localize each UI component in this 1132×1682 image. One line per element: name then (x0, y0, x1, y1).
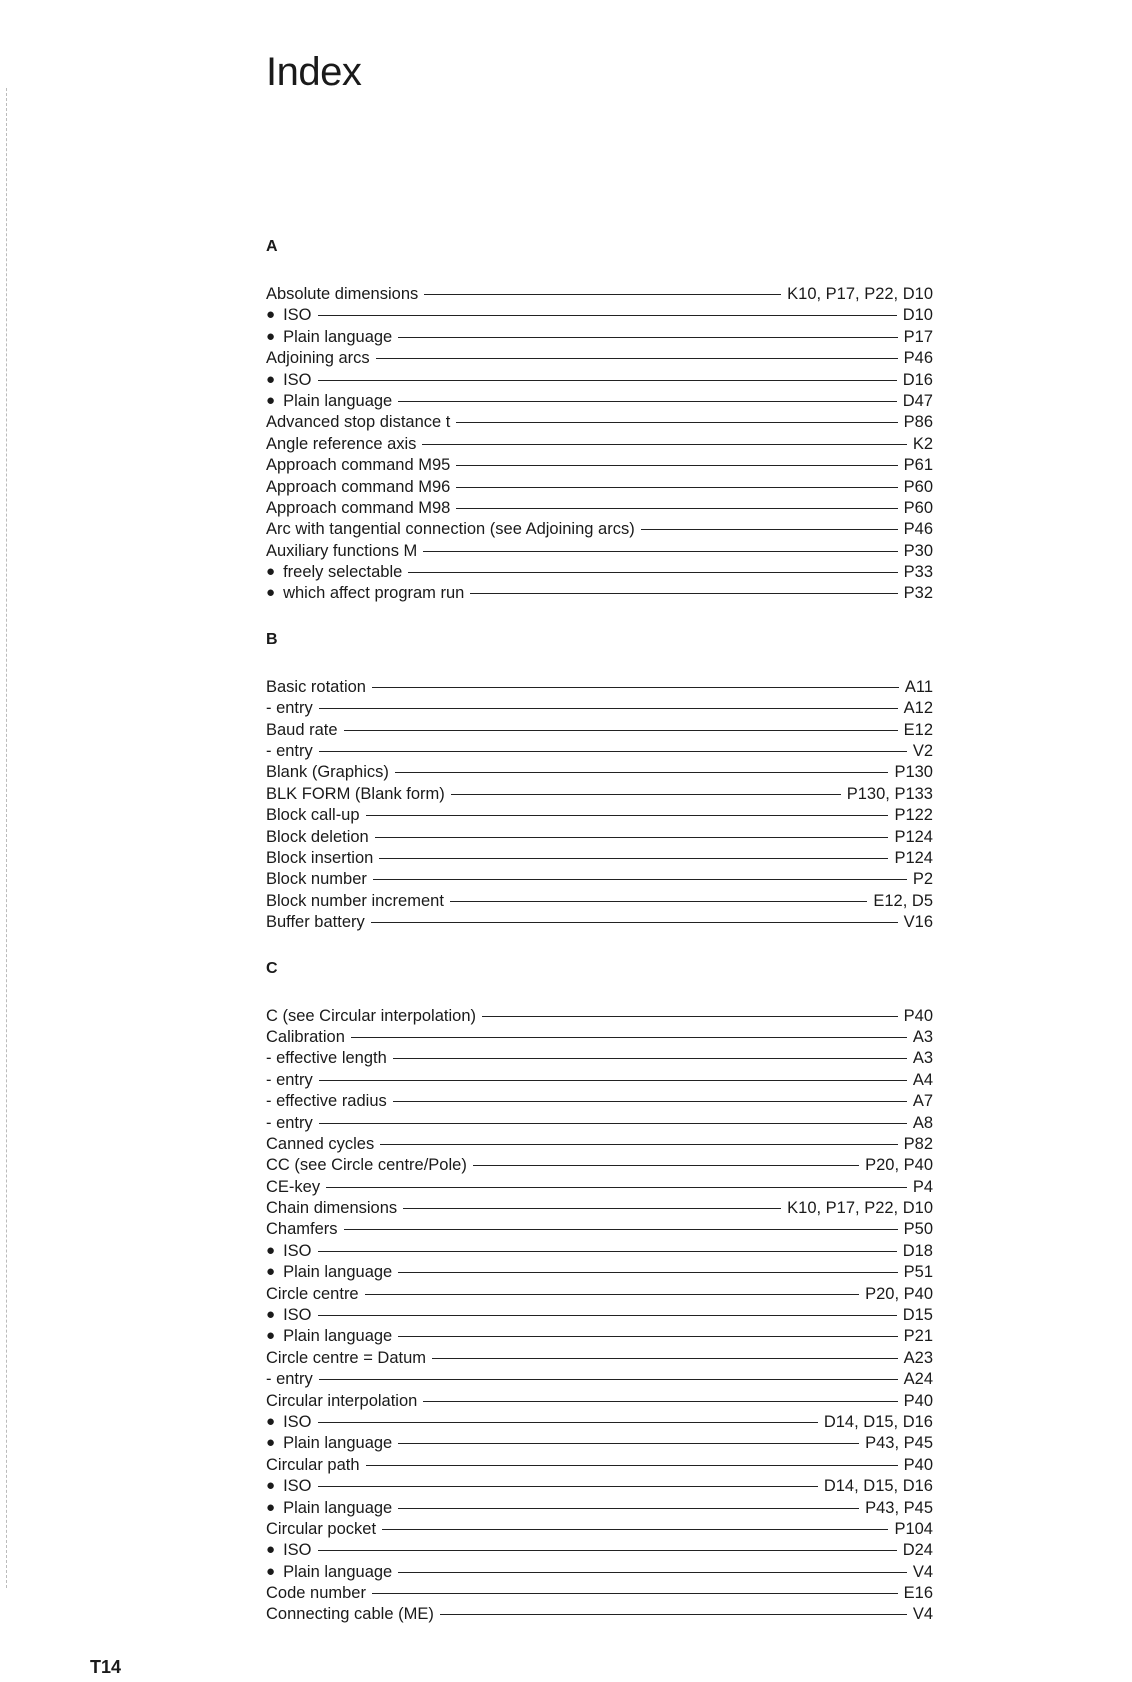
index-entry-pages: P4 (912, 1177, 933, 1196)
index-entry-term: - effective radius (266, 1092, 387, 1111)
leader-line (344, 730, 898, 731)
index-entry-pages: D10 (902, 306, 933, 325)
index-entry-term: Block call-up (266, 806, 360, 825)
index-subentry-term: ● Plain language (266, 1562, 392, 1583)
index-entry (266, 1562, 933, 1583)
index-entry (266, 1604, 933, 1625)
index-entry-pages: A3 (912, 1049, 933, 1068)
leader-line (373, 879, 907, 880)
margin-rule (6, 88, 7, 1588)
leader-line (641, 529, 898, 530)
leader-line (456, 508, 897, 509)
index-entry-term: Block insertion (266, 848, 374, 867)
index-entry-pages: K2 (912, 434, 933, 453)
leader-line (366, 815, 889, 816)
leader-line (432, 1358, 898, 1359)
leader-line (456, 487, 897, 488)
leader-line (393, 1058, 907, 1059)
index-entry-term: Connecting cable (ME) (266, 1605, 434, 1624)
leader-line (319, 751, 907, 752)
index-entry (266, 1241, 933, 1262)
index-body (266, 236, 933, 1650)
index-entry-pages: D14, D15, D16 (823, 1412, 933, 1431)
leader-line (398, 401, 896, 402)
index-entry (266, 1006, 933, 1027)
index-entry-pages: P40 (903, 1455, 933, 1474)
page-number: T14 (90, 1657, 122, 1677)
leader-line (380, 1144, 897, 1145)
index-entry (266, 805, 933, 826)
index-entry-term: Circular pocket (266, 1519, 377, 1538)
leader-line (344, 1229, 898, 1230)
index-entry (266, 477, 933, 498)
index-entry-pages: P46 (903, 520, 933, 539)
leader-line (398, 1443, 859, 1444)
index-entry-pages: P43, P45 (865, 1434, 933, 1453)
index-entry-term: Arc with tangential connection (see Adjoining arcs) (266, 520, 635, 539)
index-entry-term: Buffer battery (266, 913, 365, 932)
index-entry-pages: P20, P40 (865, 1156, 933, 1175)
index-entry (266, 1348, 933, 1369)
index-section-a (266, 236, 933, 605)
leader-line (366, 1465, 898, 1466)
index-entry (266, 912, 933, 933)
index-entry-pages: E16 (903, 1584, 933, 1603)
index-entry-term: Calibration (266, 1027, 345, 1046)
section-letter: A (266, 238, 278, 255)
index-entry-pages: P43, P45 (865, 1498, 933, 1517)
index-entry (266, 869, 933, 890)
index-entry-pages: V16 (903, 913, 933, 932)
index-entry-pages: P130, P133 (846, 784, 933, 803)
index-entry-pages: P122 (894, 806, 933, 825)
index-entry-term: C (see Circular interpolation) (266, 1006, 476, 1025)
index-entry-term: Adjoining arcs (266, 349, 370, 368)
leader-line (319, 1080, 907, 1081)
index-entry-pages: D18 (902, 1241, 933, 1260)
index-entry (266, 583, 933, 604)
index-entry (266, 1476, 933, 1497)
index-entry-pages: D47 (902, 391, 933, 410)
index-entry-pages: A3 (912, 1027, 933, 1046)
index-entry-pages: P124 (894, 827, 933, 846)
index-entry-term: Auxiliary functions M (266, 541, 418, 560)
leader-line (451, 794, 841, 795)
index-entry-pages: P30 (903, 541, 933, 560)
index-subentry-term: ● ISO (266, 1241, 312, 1262)
index-entry (266, 891, 933, 912)
index-entry-term: Circular interpolation (266, 1391, 418, 1410)
index-entry-pages: P60 (903, 498, 933, 517)
index-entry (266, 541, 933, 562)
leader-line (473, 1165, 859, 1166)
index-entry (266, 370, 933, 391)
index-entry-pages: A23 (903, 1348, 933, 1367)
index-entry-pages: P130 (894, 763, 933, 782)
leader-line (482, 1016, 898, 1017)
index-entry-term: - entry (266, 742, 313, 761)
index-entry (266, 1498, 933, 1519)
leader-line (395, 772, 889, 773)
leader-line (326, 1187, 907, 1188)
index-entry-pages: P50 (903, 1220, 933, 1239)
leader-line (382, 1529, 888, 1530)
index-entry (266, 1177, 933, 1198)
index-entry-term: Advanced stop distance t (266, 413, 451, 432)
index-section-b (266, 629, 933, 934)
leader-line (398, 1272, 897, 1273)
section-letter: C (266, 959, 278, 977)
leader-line (319, 1379, 898, 1380)
index-subentry-term: ● freely selectable (266, 562, 402, 583)
index-entry-pages: D14, D15, D16 (823, 1477, 933, 1496)
index-entry (266, 1583, 933, 1604)
leader-line (372, 687, 899, 688)
index-subentry-term: ● ISO (266, 1305, 312, 1326)
index-entry (266, 741, 933, 762)
index-entry-pages: A8 (912, 1113, 933, 1132)
index-entry (266, 762, 933, 783)
index-entry (266, 519, 933, 540)
index-entry (266, 784, 933, 805)
index-entry (266, 677, 933, 698)
index-entry (266, 1391, 933, 1412)
leader-line (365, 1294, 859, 1295)
index-entry-pages: P82 (903, 1134, 933, 1153)
index-entry (266, 284, 933, 305)
index-entry (266, 720, 933, 741)
leader-line (318, 1422, 818, 1423)
leader-line (393, 1101, 907, 1102)
index-subentry-term: ● Plain language (266, 1498, 392, 1519)
index-entry-pages: D15 (902, 1306, 933, 1325)
leader-line (408, 572, 897, 573)
leader-line (398, 1572, 907, 1573)
index-entry-term: Basic rotation (266, 677, 366, 696)
index-entry-pages: P40 (903, 1006, 933, 1025)
index-entry (266, 562, 933, 583)
index-entry-pages: D24 (902, 1541, 933, 1560)
index-subentry-term: ● Plain language (266, 1262, 392, 1283)
index-entry-term: CC (see Circle centre/Pole) (266, 1156, 467, 1175)
index-entry-pages: P20, P40 (865, 1284, 933, 1303)
index-entry-term: Circular path (266, 1455, 360, 1474)
index-entry (266, 1262, 933, 1283)
index-entry-pages: K10, P17, P22, D10 (787, 285, 933, 303)
index-subentry-term: ● Plain language (266, 327, 392, 348)
index-entry-pages: V4 (912, 1605, 933, 1624)
index-entry-term: Canned cycles (266, 1134, 375, 1153)
index-entry (266, 827, 933, 848)
index-entry-term: - entry (266, 1370, 313, 1389)
index-entry (266, 1369, 933, 1390)
index-entry (266, 1219, 933, 1240)
index-entry-term: Chain dimensions (266, 1199, 398, 1218)
index-entry-term: Approach command M95 (266, 456, 451, 475)
index-entry-term: Block number increment (266, 891, 444, 910)
index-entry-pages: A11 (904, 677, 933, 696)
index-entry (266, 1070, 933, 1091)
index-entry (266, 1412, 933, 1433)
leader-line (422, 444, 906, 445)
index-entry-pages: A7 (912, 1092, 933, 1111)
index-entry-pages: P40 (903, 1391, 933, 1410)
leader-line (456, 422, 897, 423)
index-entry (266, 1155, 933, 1176)
page-title: Index (266, 50, 362, 94)
leader-line (440, 1614, 907, 1615)
index-entry-pages: A4 (912, 1070, 933, 1089)
index-entry-pages: A12 (903, 699, 933, 718)
index-entry-pages: P60 (903, 477, 933, 496)
index-entry-pages: P124 (894, 848, 933, 867)
index-entry (266, 848, 933, 869)
leader-line (470, 593, 897, 594)
leader-line (403, 1208, 781, 1209)
index-entry-term: - entry (266, 699, 313, 718)
leader-line (456, 465, 897, 466)
leader-line (398, 1508, 859, 1509)
index-entry (266, 1540, 933, 1561)
index-entry-term: Baud rate (266, 720, 338, 739)
leader-line (318, 380, 897, 381)
index-entry-term: - entry (266, 1113, 313, 1132)
index-entry-pages: K10, P17, P22, D10 (787, 1199, 933, 1218)
index-entry-pages: P33 (903, 563, 933, 582)
index-entry-pages: E12 (903, 720, 933, 739)
index-entry (266, 1433, 933, 1454)
leader-line (379, 858, 888, 859)
index-entry (266, 1091, 933, 1112)
index-entry (266, 1455, 933, 1476)
index-subentry-term: ● Plain language (266, 391, 392, 412)
leader-line (450, 901, 867, 902)
index-entry (266, 1027, 933, 1048)
index-subentry-term: ● ISO (266, 1412, 312, 1433)
leader-line (318, 1315, 897, 1316)
index-entry-pages: P61 (903, 456, 933, 475)
index-entry (266, 1284, 933, 1305)
index-entry-term: CE-key (266, 1177, 321, 1196)
index-entry-pages: P51 (903, 1263, 933, 1282)
index-entry (266, 1198, 933, 1219)
index-entry (266, 498, 933, 519)
index-entry-term: Chamfers (266, 1220, 338, 1239)
section-letter: B (266, 630, 278, 648)
index-entry-term: Code number (266, 1584, 366, 1603)
index-subentry-term: ● Plain language (266, 1326, 392, 1347)
leader-line (423, 1401, 897, 1402)
index-entry-term: Blank (Graphics) (266, 763, 389, 782)
index-entry-pages: P2 (912, 870, 933, 889)
index-entry-term: Block deletion (266, 827, 369, 846)
index-entry (266, 412, 933, 433)
index-subentry-term: ● ISO (266, 370, 312, 391)
index-entry (266, 455, 933, 476)
index-entry-pages: P46 (903, 349, 933, 368)
leader-line (423, 551, 897, 552)
index-entry-term: Block number (266, 870, 367, 889)
leader-line (398, 337, 897, 338)
index-entry-term: Circle centre = Datum (266, 1348, 427, 1367)
index-entry (266, 1113, 933, 1134)
leader-line (375, 837, 889, 838)
index-entry (266, 1048, 933, 1069)
index-entry-term: Angle reference axis (266, 434, 417, 453)
index-entry (266, 305, 933, 326)
index-subentry-term: ● ISO (266, 305, 312, 326)
index-entry (266, 1305, 933, 1326)
leader-line (351, 1037, 907, 1038)
index-entry (266, 391, 933, 412)
index-subentry-term: ● ISO (266, 1540, 312, 1561)
index-section-c (266, 958, 933, 1626)
leader-line (376, 358, 898, 359)
index-entry-pages: P17 (903, 327, 933, 346)
index-entry-term: - effective length (266, 1049, 387, 1068)
index-entry-pages: A24 (903, 1370, 933, 1389)
index-entry (266, 698, 933, 719)
index-entry (266, 348, 933, 369)
leader-line (319, 708, 898, 709)
index-entry-pages: E12, D5 (873, 891, 933, 910)
index-entry-pages: P104 (894, 1519, 933, 1538)
index-entry-pages: V2 (912, 742, 933, 761)
leader-line (398, 1336, 897, 1337)
index-subentry-term: ● Plain language (266, 1433, 392, 1454)
leader-line (318, 1486, 818, 1487)
leader-line (319, 1123, 907, 1124)
index-entry-pages: P86 (903, 413, 933, 432)
index-entry (266, 1134, 933, 1155)
index-entry-term: Approach command M98 (266, 498, 451, 517)
index-entry (266, 1326, 933, 1347)
leader-line (318, 1550, 897, 1551)
leader-line (424, 294, 781, 295)
index-entry-term: Absolute dimensions (266, 285, 419, 303)
leader-line (318, 1251, 897, 1252)
index-entry-term: - entry (266, 1070, 313, 1089)
leader-line (371, 922, 898, 923)
index-entry-pages: D16 (902, 370, 933, 389)
index-entry-term: Circle centre (266, 1284, 359, 1303)
leader-line (372, 1593, 898, 1594)
index-entry-pages: V4 (912, 1562, 933, 1581)
index-subentry-term: ● ISO (266, 1476, 312, 1497)
index-entry-term: BLK FORM (Blank form) (266, 784, 445, 803)
index-subentry-term: ● which affect program run (266, 583, 464, 604)
index-entry (266, 327, 933, 348)
index-entry-term: Approach command M96 (266, 477, 451, 496)
index-entry-pages: P32 (903, 584, 933, 603)
index-entry (266, 1519, 933, 1540)
leader-line (318, 315, 897, 316)
index-entry-pages: P21 (903, 1327, 933, 1346)
index-entry (266, 434, 933, 455)
